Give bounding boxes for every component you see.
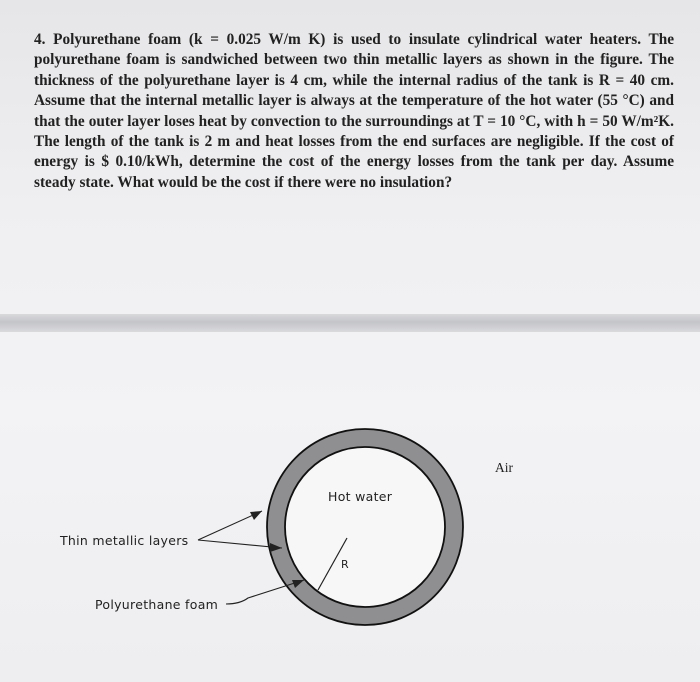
problem-line: Assume that the internal metallic layer is always at the temperature of the hot water (55 °C) and — [34, 92, 674, 110]
problem-line: steady state. What would be the cost if there were no insulation? — [34, 173, 453, 191]
problem-line: polyurethane foam is sandwiched between two thin metallic layers as shown in the figure. The — [34, 51, 674, 69]
hot-water-label: Hot water — [328, 489, 393, 504]
problem-line: that the outer layer loses heat by convection to the surroundings at T = 10 °C, with h = 50 W/m²K. — [34, 112, 674, 130]
problem-line: thickness of the polyurethane layer is 4 cm, while the internal radius of the tank is R = 40 cm. — [34, 71, 674, 89]
arrowhead-inner-layer — [250, 511, 262, 520]
problem-line: The length of the tank is 2 m and heat losses from the end surfaces are negligible. If the cost of — [34, 133, 674, 151]
thin-metallic-layers-label: Thin metallic layers — [60, 533, 189, 548]
polyurethane-foam-label: Polyurethane foam — [95, 597, 219, 612]
problem-line: energy is $ 0.10/kWh, determine the cost of the energy losses from the tank per day. Assume — [34, 153, 674, 171]
problem-line: 4. Polyurethane foam (k = 0.025 W/m K) is used to insulate cylindrical water heaters. The — [34, 31, 674, 48]
air-label: Air — [495, 460, 513, 475]
radius-label: R — [341, 558, 349, 571]
hot-water-region — [285, 447, 445, 607]
